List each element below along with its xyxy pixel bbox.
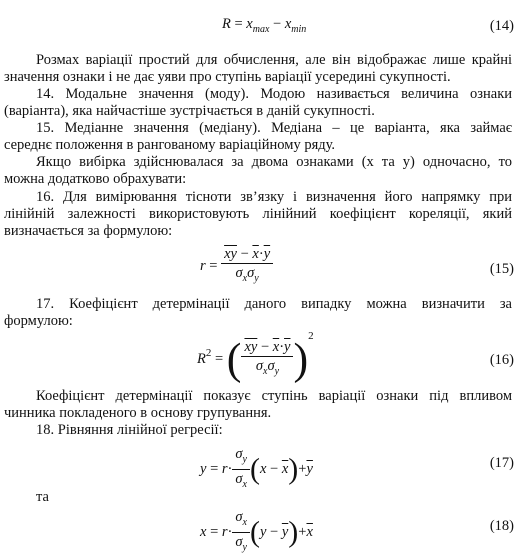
equation-number-15: (15) [489,261,514,277]
paragraph-text: (варіанта), яка найчастіше зустрічається в даній сукупності. [4,103,375,119]
formula-regression-y: y = r· $\frac{\sigma_y}{\sigma_x}$ $(x - \overline{x})+\overline{y}$ [200,446,313,490]
paragraph-text: 18. Рівняння лінійної регресії: [36,422,223,438]
paragraph-text: 15. Медіанне значення (медіану). Медіана – це варіанта, яка займає [36,120,512,136]
paragraph-text: формулою: [4,313,73,329]
paragraph-text: чинника покладеного в основу групування. [4,405,272,421]
equation-number-14: (14) [489,18,514,34]
equation-number-18: (18) [489,518,514,534]
paragraph-text: Коефіцієнт детермінації показує ступінь варіації ознаки під впливом [36,388,512,404]
paragraph-text: 14. Модальне значення (моду). Модою називається величина ознаки [36,86,512,102]
paragraph-text: значення ознаки і не дає уяви про ступінь варіації усередині сукупності. [4,69,451,85]
formula-regression-x: x = r· $\frac{\sigma_x}{\sigma_y}$ $(y - \overline{y})+\overline{x}$ [200,509,313,553]
paragraph-text: визначається за формулою: [4,223,173,239]
equation-number-17: (17) [489,455,514,471]
formula-range: $R = x_{max} - x_{min}$ [222,16,307,35]
formula-determination: $R^2$ = ( $\frac{\overline{xy} - \overline{x}\cdot\overline{y}}{\sigma_x\sigma_y}$ )$^2$ [197,330,314,384]
equation-number-16: (16) [489,352,514,368]
paragraph-text: 16. Для вимірювання тісноти зв’язку і визначення його напрямку при [36,189,512,205]
paragraph-text: 17. Коефіцієнт детермінації даного випадку можна визначити за [36,296,512,312]
paragraph-text: лінійній залежності використовують лінійний коефіцієнт кореляції, який [4,206,512,222]
paragraph-text: можна додатково обрахувати: [4,171,187,187]
paragraph-text: Якщо вибірка здійснювалася за двома ознаками (x та y) одночасно, то [36,154,512,170]
paragraph-text: Розмах варіації простий для обчислення, але він відображає лише крайні [36,52,512,68]
paragraph-text: та [36,489,49,505]
formula-correlation: r = $\frac{\overline{xy} - \overline{x}\cdot\overline{y}}{\sigma_x\sigma_y}$ [200,246,273,287]
paragraph-text: середнє положення в рангованому варіаційному ряду. [4,137,336,153]
